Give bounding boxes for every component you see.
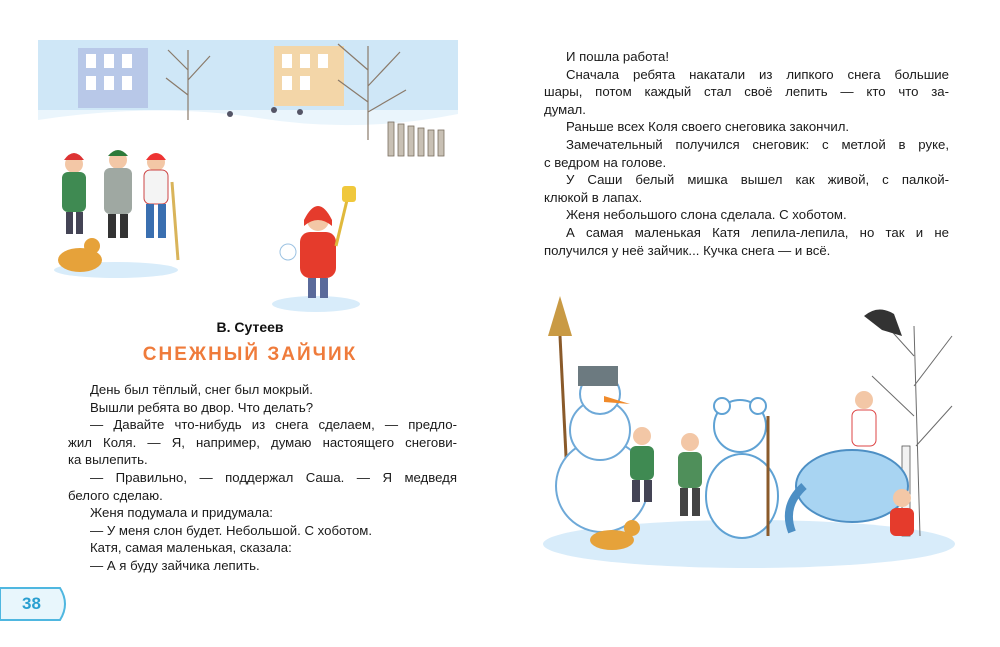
author-name: В. Сутеев: [216, 319, 284, 335]
paragraph: клюкой в лапах.: [544, 189, 643, 205]
paragraph: — Правильно, — поддержал Саша. — Я медведя: [90, 469, 457, 485]
paragraph: Замечательный получился снеговик: с метлой в руке,: [566, 136, 949, 152]
paragraph: думал.: [544, 101, 586, 117]
paragraph: День был тёплый, снег был мокрый.: [90, 382, 313, 397]
paragraph: жил Коля. — Я, например, думаю настоящего снегови-: [68, 434, 457, 450]
paragraph: А самая маленькая Катя лепила-лепила, но так и не: [566, 224, 949, 240]
children-illustration: [46, 142, 186, 282]
snow-figures-illustration: [542, 296, 956, 576]
paragraph: Женя небольшого слона сделала. С хоботом.: [566, 207, 847, 223]
paragraph: — А я буду зайчика лепить.: [90, 557, 260, 573]
paragraph: Сначала ребята накатали из липкого снега большие: [566, 66, 949, 82]
paragraph: ка вылепить.: [68, 452, 148, 468]
page-number: 38: [22, 594, 41, 613]
paragraph: Женя подумала и придумала:: [90, 505, 273, 521]
paragraph: белого сделаю.: [68, 487, 163, 503]
story-title: СНЕЖНЫЙ ЗАЙЧИК: [142, 344, 358, 365]
paragraph: Катя, самая маленькая, сказала:: [90, 540, 292, 556]
paragraph: — У меня слон будет. Небольшой. С хоботом.: [90, 522, 373, 538]
girl-with-shovel-illustration: [264, 186, 364, 314]
paragraph: с ведром на голове.: [544, 154, 667, 170]
paragraph: Вышли ребята во двор. Что делать?: [90, 399, 314, 415]
paragraph: шары, потом каждый стал своё лепить — кто что за-: [544, 84, 949, 100]
left-page-text: [68, 381, 457, 575]
paragraph: Раньше всех Коля своего снеговика закончил.: [566, 119, 850, 135]
paragraph: — Давайте что-нибудь из снега сделаем, — предло-: [90, 417, 457, 433]
paragraph: И пошла работа!: [566, 49, 670, 64]
right-page: [500, 0, 1000, 647]
paragraph: получился у неё зайчик... Кучка снега — и всё.: [544, 242, 831, 258]
paragraph: У Саши белый мишка вышел как живой, с палкой-: [566, 172, 949, 188]
right-page-text: [544, 48, 949, 259]
